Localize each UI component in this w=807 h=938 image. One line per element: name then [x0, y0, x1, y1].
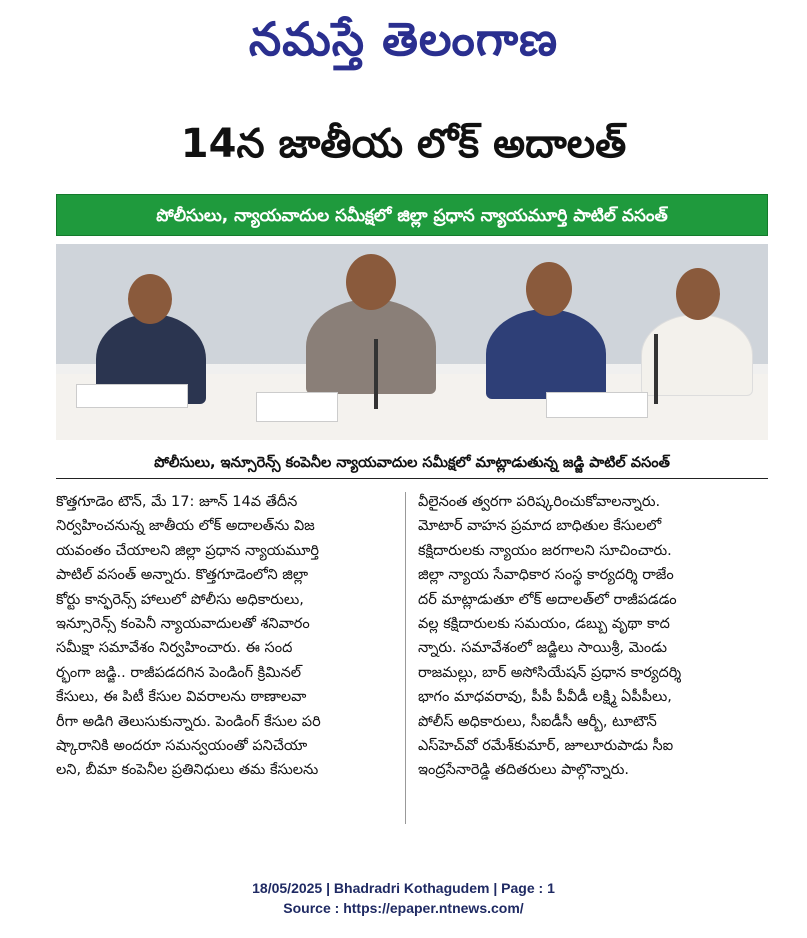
article-line: వీలైనంత త్వరగా పరిష్కరించుకోవాలన్నారు.	[418, 494, 661, 510]
article-line: ర్భంగా జడ్జి.. రాజీపడదగిన పెండింగ్ క్రిమినల్	[56, 664, 302, 681]
footer-source-line: Source : https://epaper.ntnews.com/	[283, 900, 524, 916]
photo-person-right	[486, 309, 606, 399]
article-line: కక్షిదారులకు న్యాయం జరగాలని సూచించారు.	[418, 542, 672, 559]
epaper-footer	[0, 878, 807, 918]
photo-head-judge	[346, 254, 396, 310]
article-line: సమీక్షా సమావేశం నిర్వహించారు. ఈ సంద	[56, 640, 293, 657]
article-line: పాటిల్ వసంత్ అన్నారు. కొత్తగూడెంలోని జిల్లా	[56, 567, 309, 584]
article-line: ఎస్‌హెచ్‌వో రమేశ్‌కుమార్, జూలూరుపాడు సీఐ	[418, 737, 674, 754]
photo-microphone	[374, 339, 378, 409]
photo-head-right	[526, 262, 572, 316]
article-line: మోటార్ వాహన ప్రమాద బాధితుల కేసులలో	[418, 518, 662, 535]
article-column-left	[56, 490, 394, 783]
article-column-right	[418, 490, 756, 783]
article-line: న్నారు. సమావేశంలో జడ్జిలు సాయిశ్రీ, మెండు	[418, 640, 668, 657]
photo-head-left	[128, 274, 172, 324]
article-line: లని, బీమా కంపెనీల ప్రతినిధులు తమ కేసులను	[56, 762, 319, 779]
article-line: కోర్టు కాన్ఫరెన్స్ హాలులో పోలీసు అధికారులు,	[56, 591, 304, 608]
photo-head-far-right	[676, 268, 720, 320]
footer-date-line: 18/05/2025 | Bhadradri Kothagudem | Page : 1	[252, 880, 555, 896]
article-line: భాగం మాధవరావు, పీపీ పీవీడీ లక్ష్మి ఏపీపీలు,	[418, 689, 672, 706]
article-line: దర్ మాట్లాడుతూ లోక్ అదాలత్‌లో రాజీపడడం	[418, 591, 677, 608]
article-subheadline: పోలీసులు, న్యాయవాదుల సమీక్షలో జిల్లా ప్రధాన న్యాయమూర్తి పాటిల్ వసంత్	[56, 194, 768, 236]
article-line: కేసులు, ఈ పిటీ కేసుల వివరాలను ఠాణాలవా	[56, 689, 307, 706]
article-line: ఇన్సూరెన్స్ కంపెనీ న్యాయవాదులతో శనివారం	[56, 615, 310, 632]
column-divider	[405, 492, 406, 824]
article-line: ఇంద్రసేనారెడ్డి తదితరులు పాల్గొన్నారు.	[418, 762, 629, 779]
article-line: యవంతం చేయాలని జిల్లా ప్రధాన న్యాయమూర్తి	[56, 542, 320, 559]
photo-person-judge	[306, 299, 436, 394]
photo-papers	[546, 392, 648, 418]
article-line: వల్ల కక్షిదారులకు సమయం, డబ్బు వృథా కాద	[418, 615, 670, 632]
article-line: ష్కారానికి అందరూ సమన్వయంతో పనిచేయా	[56, 737, 308, 754]
photo-caption: పోలీసులు, ఇన్సూరెన్స్ కంపెనీల న్యాయవాదుల సమీక్షలో మాట్లాడుతున్న జడ్జి పాటిల్ వసంత్	[56, 448, 768, 479]
article-line: రాజమల్లు, బార్ అసోసియేషన్ ప్రధాన కార్యదర్శి	[418, 664, 682, 681]
article-line: కొత్తగూడెం టౌన్, మే 17: జూన్ 14వ తేదీన	[56, 494, 298, 510]
newspaper-masthead: నమస్తే తెలంగాణ	[248, 12, 559, 66]
news-photo	[56, 244, 768, 440]
article-headline: 14న జాతీయ లోక్ అదాలత్	[180, 121, 627, 167]
photo-microphone	[654, 334, 658, 404]
photo-papers	[76, 384, 188, 408]
article-line: రీగా అడిగి తెలుసుకున్నారు. పెండింగ్ కేసుల పరి	[56, 713, 321, 730]
photo-papers	[256, 392, 338, 422]
article-line: పోలీస్ అధికారులు, సీఐడీసీ ఆర్బీ, టూటౌన్	[418, 713, 657, 730]
article-line: జిల్లా న్యాయ సేవాధికార సంస్థ కార్యదర్శి రాజేం	[418, 567, 674, 584]
article-line: నిర్వహించనున్న జాతీయ లోక్ అదాలత్‌ను విజ	[56, 518, 315, 535]
